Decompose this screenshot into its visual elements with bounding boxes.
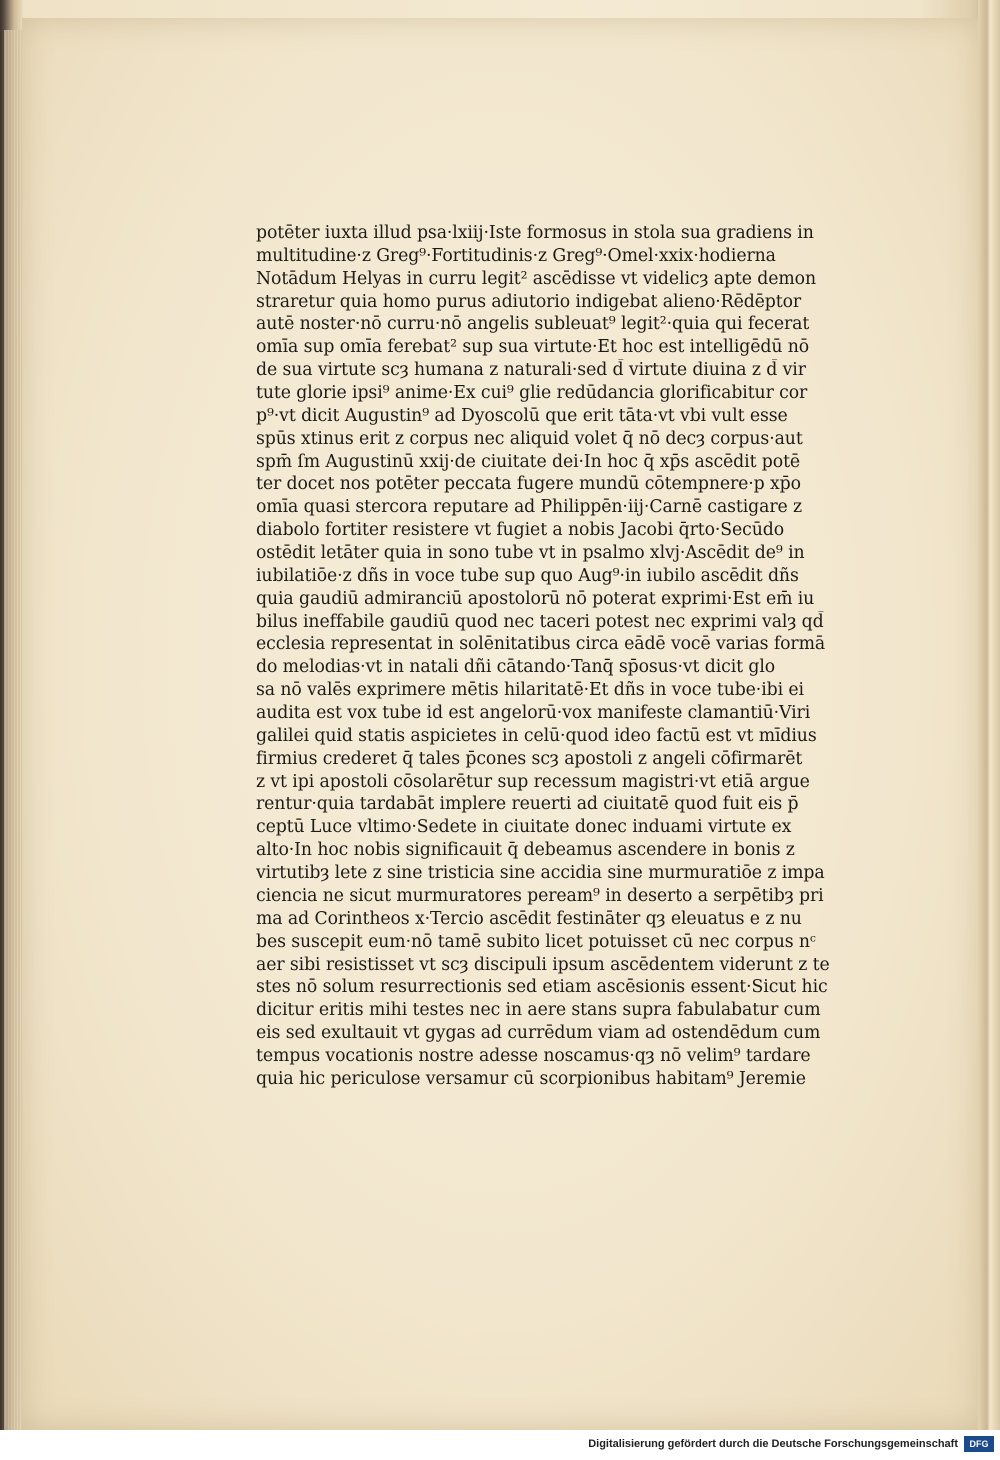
text-line: ecclesia representat in solēnitatibus circa eādē vocē varias formā: [256, 634, 826, 655]
dfg-logo-icon: DFG: [964, 1436, 994, 1452]
text-line: bes suscepit eum·nō tamē subito licet potuisset cū nec corpus nᶜ: [256, 931, 816, 952]
text-line: aer sibi resistisset vt scȝ discipuli ipsum ascēdentem viderunt z te: [256, 954, 830, 975]
text-line: spūs xtinus erit z corpus nec aliquid volet q̄ nō decȝ corpus·aut: [256, 428, 803, 449]
text-line: multitudine·z Greg⁹·Fortitudinis·z Greg⁹·Omel·xxix·hodierna: [256, 245, 776, 266]
text-line: eis sed exultauit vt gygas ad currēdum viam ad ostendēdum cum: [256, 1023, 821, 1044]
text-line: dicitur eritis mihi testes nec in aere stans supra fabulabatur cum: [256, 1000, 821, 1021]
text-line: Notādum Helyas in curru legit² ascēdisse vt videlicȝ apte demon: [256, 268, 816, 289]
text-line: ostēdit letāter quia in sono tube vt in psalmo xlvj·Ascēdit de⁹ in: [256, 543, 805, 564]
funding-note: Digitalisierung gefördert durch die Deutsche Forschungsgemeinschaft: [588, 1438, 958, 1450]
text-line: quia hic periculose versamur cū scorpionibus habitam⁹ Jeremie: [256, 1068, 806, 1089]
text-line: omīa sup omīa ferebat² sup sua virtute·Et hoc est intelligēdū nō: [256, 337, 810, 358]
text-line: iubilatiōe·z dñs in voce tube sup quo Aug⁹·in iubilo ascēdit dñs: [256, 565, 799, 586]
text-line: sa nō valēs exprimere mētis hilaritatē·Et dñs in voce tube·ibi ei: [256, 680, 804, 701]
text-line: firmius crederet q̄ tales p̄cones scȝ apostoli z angeli cōfirmarēt: [256, 748, 803, 769]
text-line: rentur·quia tardabāt implere reuerti ad ciuitatē quod fuit eis p̄: [256, 794, 799, 815]
text-line: spm̄ ſm Augustinū xxij·de ciuitate dei·In hoc q̄ xp̄s ascēdit potē: [256, 451, 801, 472]
text-line: p⁹·vt dicit Augustin⁹ ad Dyoscolū que erit tāta·vt vbi vult esse: [256, 405, 788, 426]
text-line: audita est vox tube id est angelorū·vox manifeste clamantiū·Viri: [256, 703, 811, 724]
text-line: z vt ipi apostoli cōsolarētur sup recessum magistri·vt etiā argue: [256, 771, 810, 792]
text-line: diabolo fortiter resistere vt fugiet a nobis Jacobi q̄rto·Secūdo: [256, 520, 785, 541]
text-line: quia gaudiū admiranciū apostolorū nō poterat exprimi·Est em̄ iu: [256, 588, 815, 609]
text-line: ma ad Corintheos x·Tercio ascēdit festināter qȝ eleuatus e z nu: [256, 908, 802, 929]
text-line: tute glorie ipsi⁹ anime·Ex cui⁹ glie redūdancia glorificabitur cor: [256, 383, 808, 404]
page-edges: [4, 30, 22, 1430]
text-line: stes nō solum resurrectionis sed etiam ascēsionis essent·Sicut hic: [256, 977, 828, 998]
incunabula-text-block: [256, 222, 856, 1091]
text-line: de sua virtute scȝ humana z naturali·sed d̄ virtute diuina z d̄ vir: [256, 360, 806, 381]
binding-edge: [978, 0, 1000, 1440]
text-line: potēter iuxta illud psa·lxiij·Iste formosus in stola sua gradiens in: [256, 223, 814, 243]
text-line: straretur quia homo purus adiutorio indigebat alieno·Rēdēptor: [256, 291, 802, 312]
text-line: virtutibȝ lete z sine tristicia sine accidia sine murmuratiōe z impa: [256, 863, 825, 884]
text-line: omīa quasi stercora reputare ad Philippēn·iij·Carnē castigare z: [256, 497, 803, 518]
text-line: ciencia ne sicut murmuratores peream⁹ in deserto a serpētibȝ pri: [256, 885, 824, 906]
text-line: autē noster·nō curru·nō angelis subleuat⁹ legit²·quia qui fecerat: [256, 314, 810, 335]
digitization-footer: [0, 1430, 1000, 1460]
text-line: ter docet nos potēter peccata fugere mundū cōtempnere·p xp̄o: [256, 474, 801, 495]
text-line: ceptū Luce vltimo·Sedete in ciuitate donec induami virtute ex: [256, 817, 792, 838]
text-line: do melodias·vt in natali dñi cātando·Tanq̄ sp̄osus·vt dicit glo: [256, 657, 776, 678]
text-line: galilei quid statis aspicietes in celū·quod ideo factū est vt mīdius: [256, 725, 817, 746]
text-line: alto·In hoc nobis significauit q̄ debeamus ascendere in bonis z: [256, 840, 795, 861]
text-line: tempus vocationis nostre adesse noscamus·qȝ nō velim⁹ tardare: [256, 1045, 811, 1066]
text-line: bilus ineffabile gaudiū quod nec taceri potest nec exprimi valȝ qd̄: [256, 611, 824, 632]
